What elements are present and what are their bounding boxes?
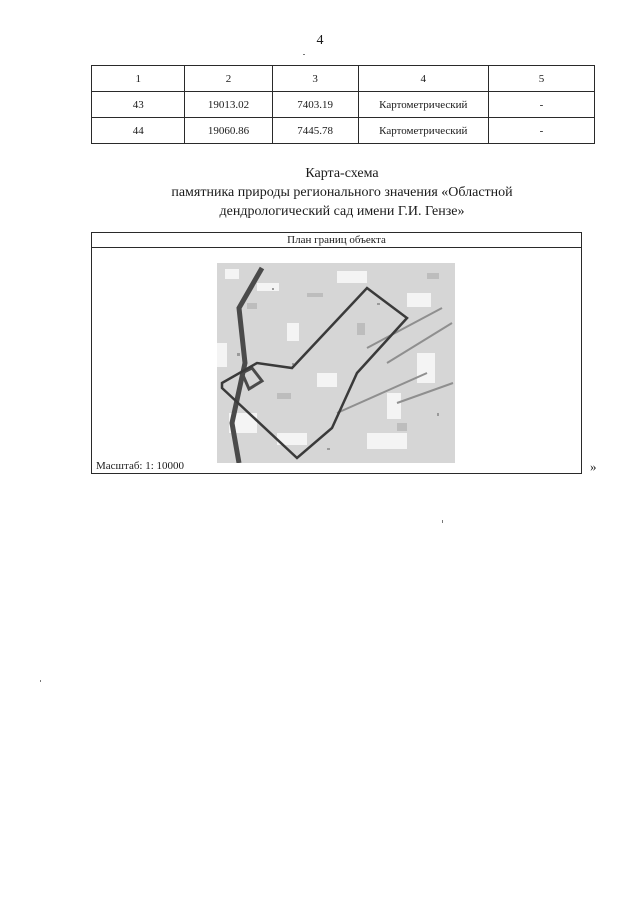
table-header-cell: 1 (92, 66, 185, 92)
title-line: Карта-схема (305, 166, 379, 181)
table-header-cell: 3 (272, 66, 358, 92)
table-row (92, 92, 595, 118)
table-header-cell: 5 (488, 66, 594, 92)
map-header: План границ объекта (92, 233, 581, 248)
table-cell: - (488, 92, 594, 118)
table-cell: 43 (92, 92, 185, 118)
table-header-cell: 4 (358, 66, 488, 92)
scan-speck (303, 54, 305, 55)
map-scale-label: Масштаб: 1: 10000 (96, 460, 185, 472)
page-number: 4 (316, 33, 324, 48)
scan-speck (442, 520, 443, 523)
table-header-row (92, 66, 595, 92)
table-cell: Картометрический (358, 92, 488, 118)
table-cell: 7445.78 (272, 118, 358, 144)
table-cell: Картометрический (358, 118, 488, 144)
coordinates-table (91, 65, 595, 144)
title-line: дендрологический сад имени Г.И. Гензе» (219, 204, 465, 219)
title-line: памятника природы регионального значения «Областной (171, 185, 513, 200)
map-frame (91, 232, 582, 474)
boundary-map-image (217, 263, 455, 463)
table-cell: 19060.86 (185, 118, 272, 144)
table-cell: 19013.02 (185, 92, 272, 118)
table-row (92, 118, 595, 144)
closing-quote-mark: » (590, 459, 597, 474)
table-cell: - (488, 118, 594, 144)
table-header-cell: 2 (185, 66, 272, 92)
table-cell: 7403.19 (272, 92, 358, 118)
document-title (0, 164, 640, 221)
scan-speck (40, 680, 41, 682)
table-cell: 44 (92, 118, 185, 144)
